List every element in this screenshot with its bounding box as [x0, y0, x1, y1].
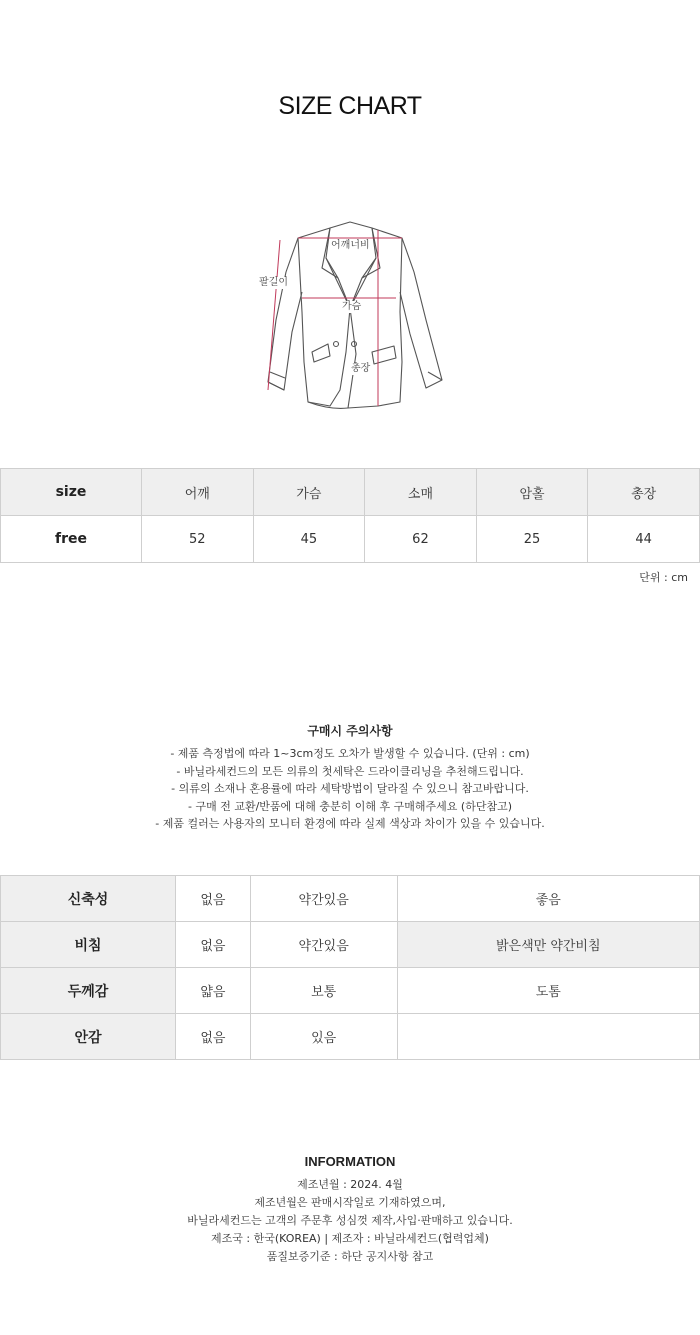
size-cell: 45 — [253, 516, 365, 563]
measure-lines — [268, 230, 402, 406]
fit-option-cell: 좋음 — [397, 876, 699, 922]
fit-row-label: 비침 — [1, 922, 176, 968]
sleeve-label: 팔길이 — [259, 277, 288, 288]
notice-title: 구매시 주의사항 — [307, 724, 393, 738]
fit-option-cell: 얇음 — [176, 968, 251, 1014]
fit-table — [0, 875, 700, 1060]
fit-option-cell: 없음 — [176, 876, 251, 922]
list-item: 제조국 : 한국(KOREA) | 제조자 : 바닐라세컨드(협력업체) — [211, 1232, 489, 1245]
unit-note: 단위 : cm — [639, 571, 688, 584]
fit-row-label: 안감 — [1, 1014, 176, 1060]
fit-option-cell: 약간있음 — [250, 922, 397, 968]
information-title: INFORMATION — [304, 1154, 396, 1169]
page-title: SIZE CHART — [278, 92, 422, 120]
table-row — [1, 968, 700, 1014]
size-cell: 52 — [141, 516, 253, 563]
table-row — [1, 922, 700, 968]
fit-option-cell: 도톰 — [397, 968, 699, 1014]
chest-label: 가슴 — [342, 301, 362, 312]
fit-option-cell: 약간있음 — [250, 876, 397, 922]
size-cell: 25 — [476, 516, 588, 563]
list-item: 제조년월 : 2024. 4월 — [297, 1178, 403, 1191]
fit-option-cell: 없음 — [176, 922, 251, 968]
list-item: 품질보증기준 : 하단 공지사항 참고 — [266, 1250, 434, 1263]
size-cell: 44 — [588, 516, 700, 563]
information-list — [0, 1176, 700, 1266]
fit-option-cell: 보통 — [250, 968, 397, 1014]
table-row — [1, 876, 700, 922]
size-table-header — [1, 469, 700, 516]
size-header-cell: 소매 — [365, 469, 477, 516]
list-item: - 의류의 소재나 혼용률에 따라 세탁방법이 달라질 수 있으니 참고바랍니다. — [171, 782, 529, 796]
fit-option-cell — [397, 1014, 699, 1060]
size-cell: free — [1, 516, 142, 563]
length-label: 총장 — [351, 363, 371, 374]
size-table — [0, 468, 700, 563]
size-header-cell: size — [1, 469, 142, 516]
size-header-cell: 어깨 — [141, 469, 253, 516]
table-row — [1, 1014, 700, 1060]
list-item: - 제품 측정법에 따라 1~3cm정도 오차가 발생할 수 있습니다. (단위 : cm) — [170, 747, 530, 760]
list-item: - 제품 컬러는 사용자의 모니터 환경에 따라 실제 색상과 차이가 있을 수 있습니다. — [155, 817, 545, 831]
size-header-cell: 암홀 — [476, 469, 588, 516]
size-header-cell: 가슴 — [253, 469, 365, 516]
jacket-diagram — [250, 212, 450, 412]
notice-list — [0, 745, 700, 833]
table-row — [1, 516, 700, 563]
list-item: 바닐라세컨드는 고객의 주문후 성심껏 제작,사입·판매하고 있습니다. — [187, 1214, 513, 1227]
size-header-cell: 총장 — [588, 469, 700, 516]
fit-option-cell: 밝은색만 약간비침 — [397, 922, 699, 968]
shoulder-label: 어깨너비 — [331, 240, 370, 251]
list-item: 제조년월은 판매시작일로 기재하였으며, — [254, 1196, 446, 1209]
fit-option-cell: 없음 — [176, 1014, 251, 1060]
fit-row-label: 두께감 — [1, 968, 176, 1014]
fit-option-cell: 있음 — [250, 1014, 397, 1060]
size-cell: 62 — [365, 516, 477, 563]
fit-row-label: 신축성 — [1, 876, 176, 922]
list-item: - 구매 전 교환/반품에 대해 충분히 이해 후 구매해주세요 (하단참고) — [187, 799, 512, 813]
list-item: - 바닐라세컨드의 모든 의류의 첫세탁은 드라이클리닝을 추천해드립니다. — [176, 764, 524, 778]
